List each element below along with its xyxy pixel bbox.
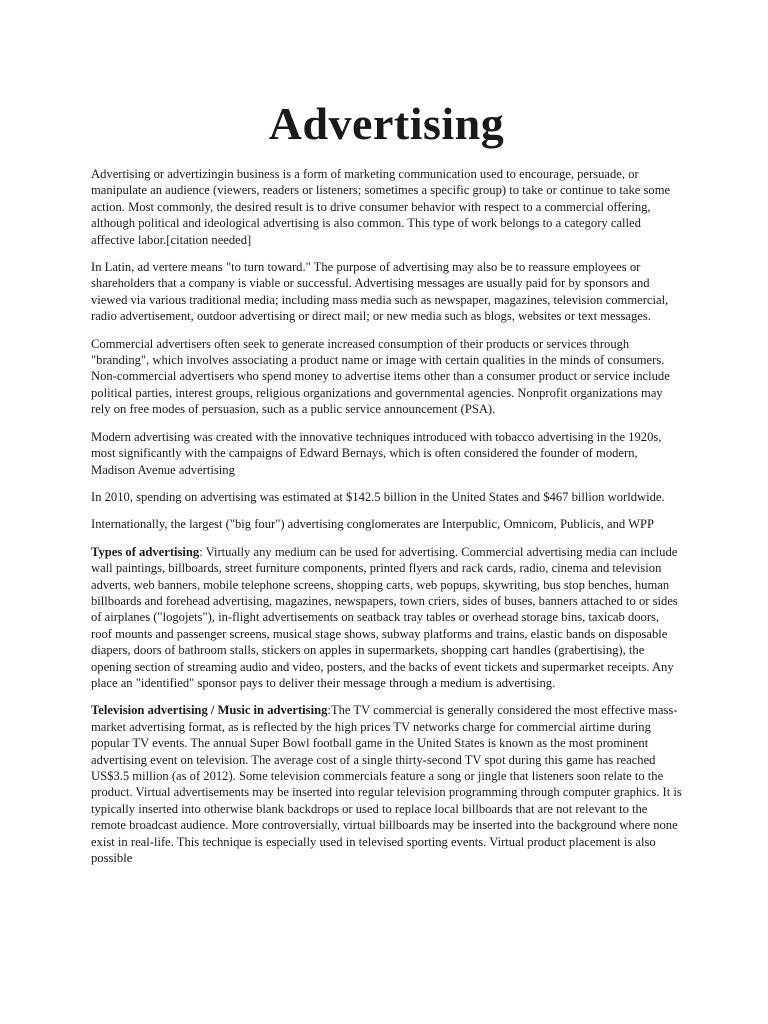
paragraph-text: Modern advertising was created with the innovative techniques introduced with tobacco advertising in the 1920s, most significantly with the campaigns of Edward Bernays, which is often considered the founder of modern, Madison Avenue advertising bbox=[91, 429, 662, 477]
paragraph-commercial-advertisers bbox=[91, 336, 682, 418]
paragraph-text: Internationally, the largest ("big four") advertising conglomerates are Interpublic, Omnicom, Publicis, and WPP bbox=[91, 517, 654, 532]
paragraph-text: :The TV commercial is generally considered the most effective mass-market advertising format, as is reflected by the high prices TV networks charge for commercial airtime during popular TV events. The annual Super Bowl football game in the United States is known as the most prominent advertising event on television. The average cost of a single thirty-second TV spot during this game has reached US$3.5 million (as of 2012). Some television commercials feature a song or jingle that listeners soon relate to the product. Virtual advertisements may be inserted into regular television programming through computer graphics. It is typically inserted into otherwise blank backdrops or used to replace local billboards that are not relevant to the remote broadcast audience. More controversially, virtual billboards may be inserted into the background where none exist in real-life. This technique is especially used in televised sporting events. Virtual product placement is also possible bbox=[91, 703, 682, 866]
paragraph-big-four bbox=[91, 516, 682, 532]
paragraph-lead-heading: Types of advertising bbox=[91, 544, 200, 559]
paragraph-text: : Virtually any medium can be used for advertising. Commercial advertising media can include wall paintings, billboards, street furniture components, printed flyers and rack cards, radio, cinema and television adverts, web banners, mobile telephone screens, shopping carts, web popups, skywriting, bus stop benches, human billboards and forehead advertising, magazines, newspapers, town criers, sides of buses, banners attached to or sides of airplanes ("logojets"), in-flight advertisements on seatback tray tables or overhead storage bins, taxicab doors, roof mounts and passenger screens, musical stage shows, subway platforms and trains, elastic bands on disposable diapers, doors of bathroom stalls, stickers on apples in supermarkets, shopping cart handles (grabertising), the opening section of streaming audio and video, posters, and the backs of event tickets and supermarket receipts. Any place an "identified" sponsor pays to deliver their message through a medium is advertising. bbox=[91, 544, 678, 690]
paragraph-spending bbox=[91, 489, 682, 505]
paragraph-intro bbox=[91, 166, 682, 248]
paragraph-lead-heading: Television advertising / Music in advertising bbox=[91, 703, 328, 718]
paragraph-text: In Latin, ad vertere means "to turn toward." The purpose of advertising may also be to reassure employees or shareholders that a company is viable or successful. Advertising messages are usually paid for by sponsors and viewed via various traditional media; including mass media such as newspaper, magazines, television commercial, radio advertisement, outdoor advertising or direct mail; or new media such as blogs, websites or text messages. bbox=[91, 260, 669, 324]
paragraph-text: In 2010, spending on advertising was estimated at $142.5 billion in the United States and $467 billion worldwide. bbox=[91, 489, 665, 504]
page-title: Advertising bbox=[268, 98, 505, 149]
paragraph-types-of-advertising bbox=[91, 544, 682, 692]
paragraph-latin-origin bbox=[91, 259, 682, 325]
paragraph-modern-advertising bbox=[91, 429, 682, 478]
paragraph-text: Advertising or advertizingin business is a form of marketing communication used to encourage, persuade, or manipulate an audience (viewers, readers or listeners; sometimes a specific group) to take or continue to take some action. Most commonly, the desired result is to drive consumer behavior with respect to a commercial offering, although political and ideological advertising is also common. This type of work belongs to a category called affective labor.[citation needed] bbox=[91, 167, 671, 247]
paragraph-text: Commercial advertisers often seek to generate increased consumption of their products or services through "branding", which involves associating a product name or image with certain qualities in the minds of consumers. Non-commercial advertisers who spend money to advertise items other than a consumer product or service include political parties, interest groups, religious organizations and governmental agencies. Nonprofit organizations may rely on free modes of persuasion, such as a public service announcement (PSA). bbox=[91, 336, 670, 417]
paragraph-television-advertising bbox=[91, 702, 682, 866]
